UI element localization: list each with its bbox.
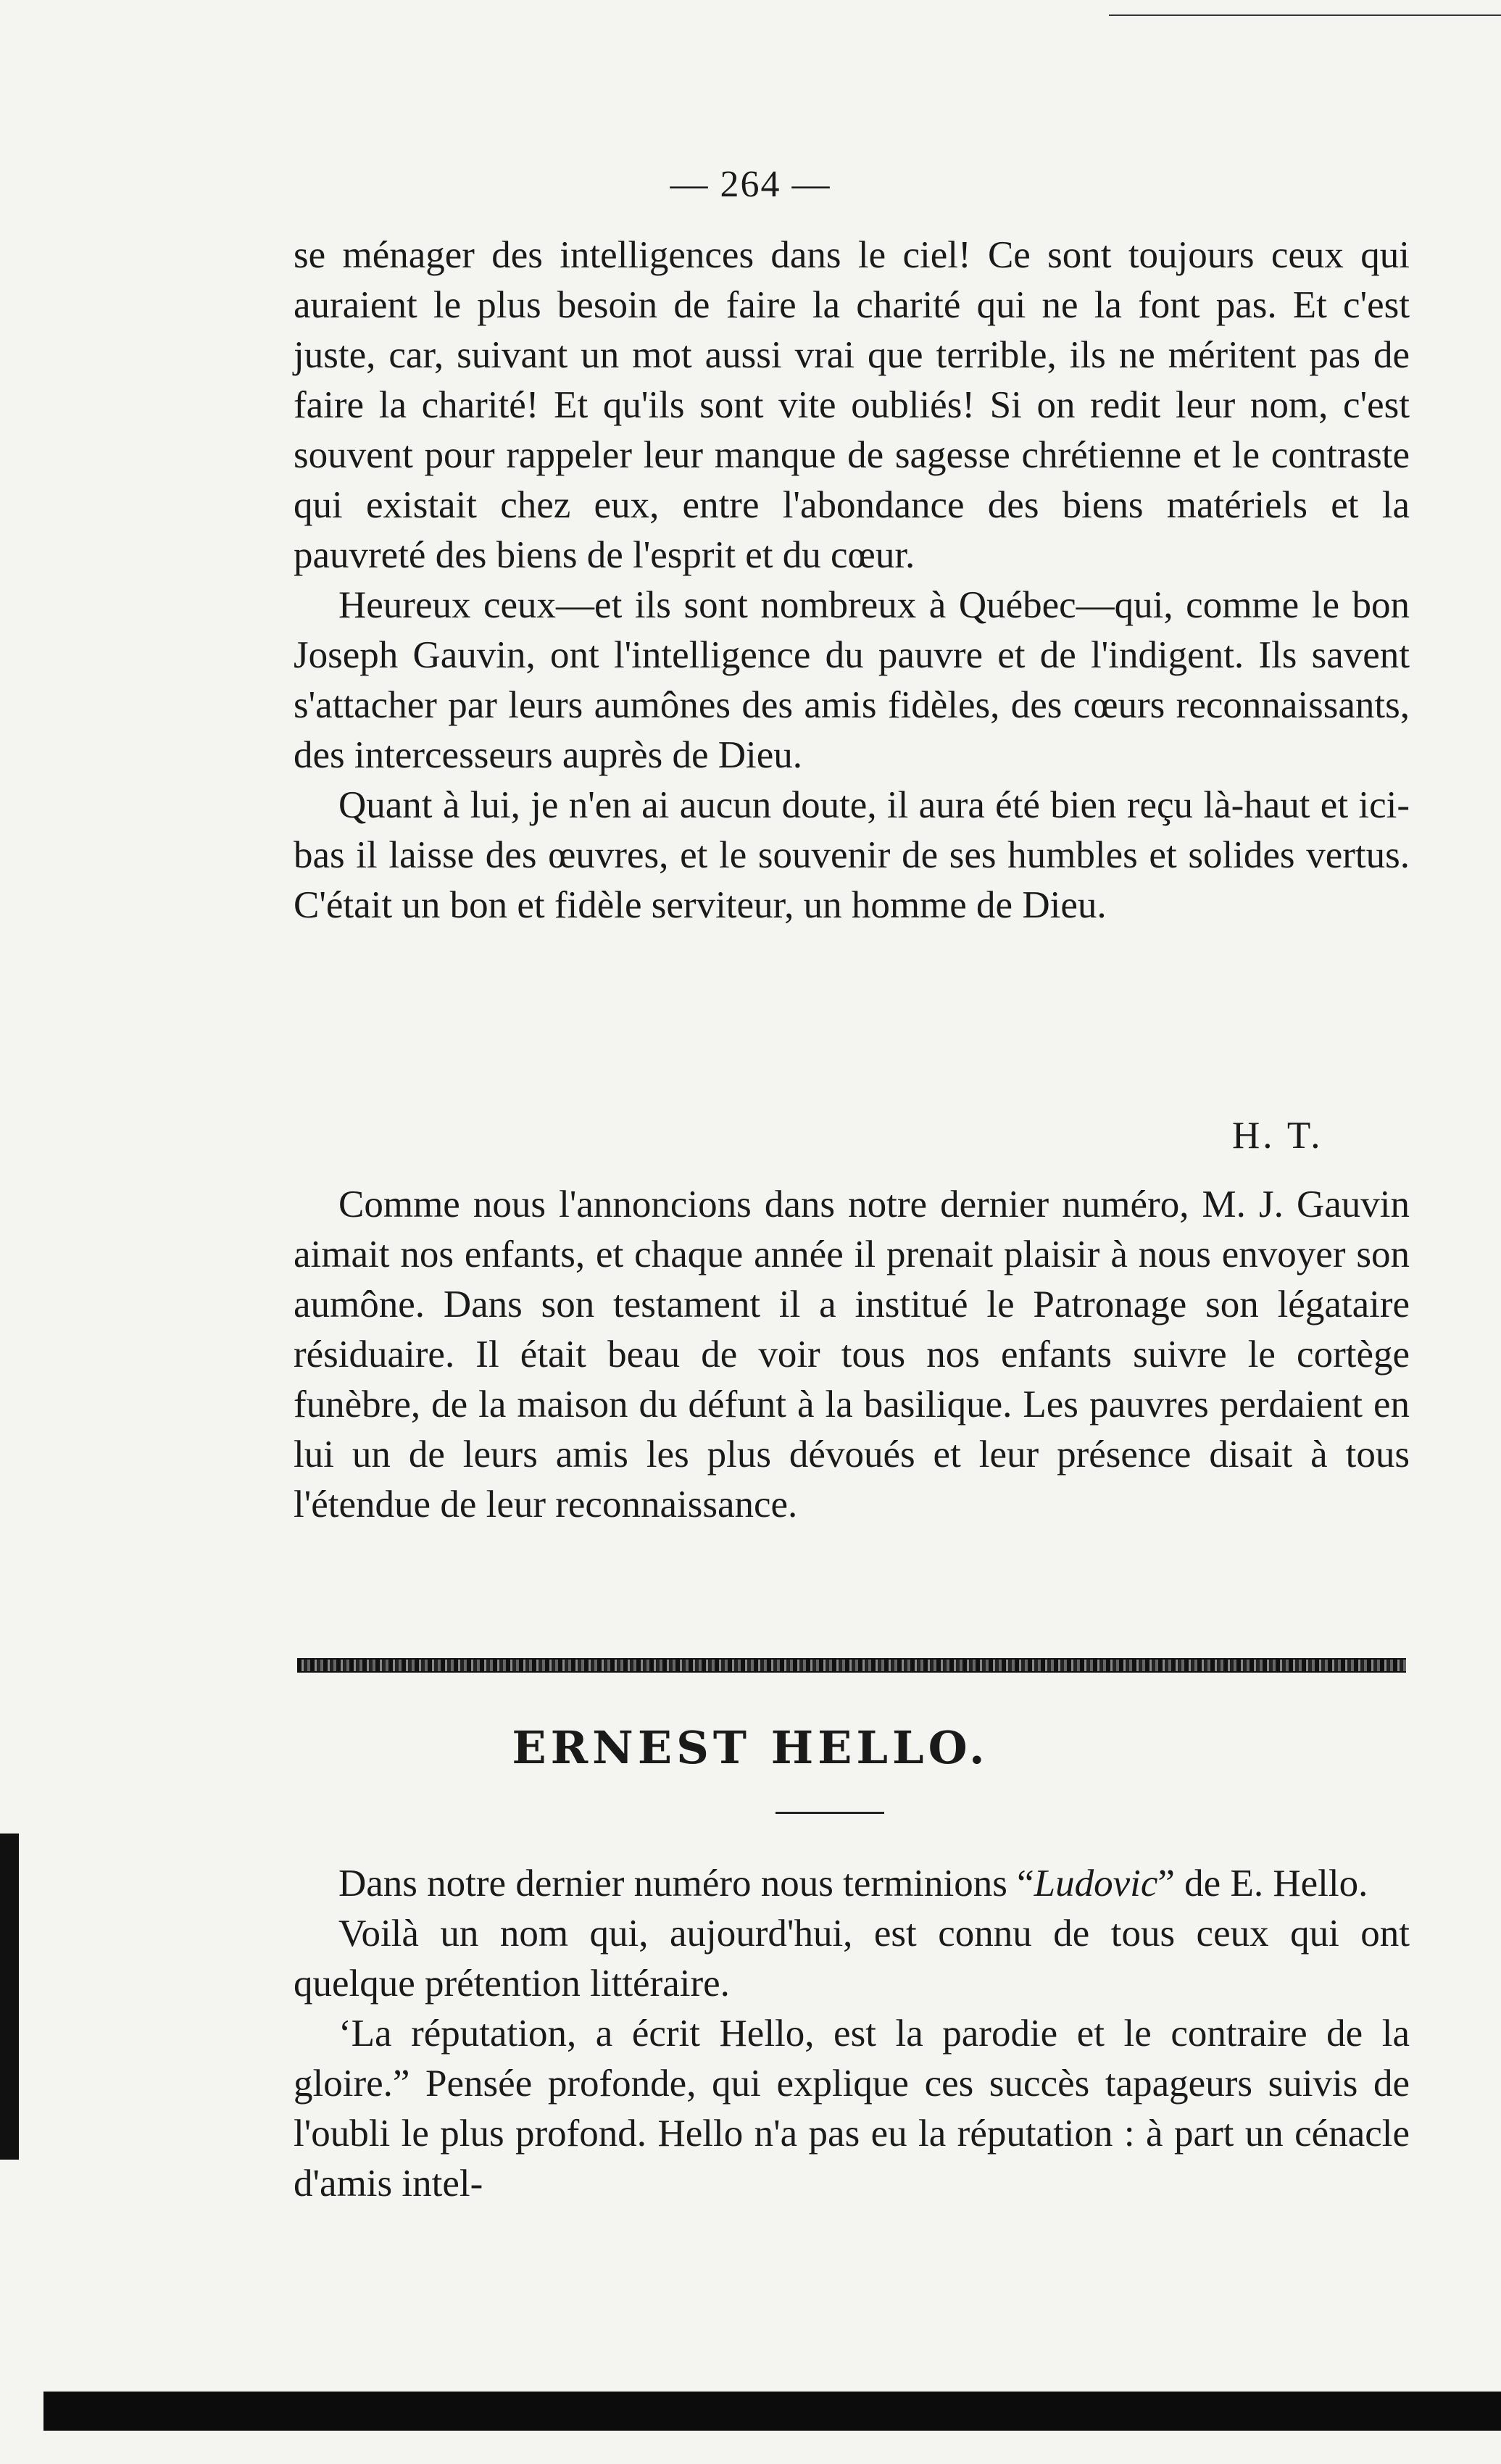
obituary-text: [294, 230, 1410, 931]
book-title: Ludovic: [1034, 1862, 1158, 1905]
text-run: ” de E. Hello.: [1157, 1862, 1368, 1905]
paragraph: ‘La réputation, a écrit Hello, est la parodie et le contraire de la gloire.” Pensée profonde, qui explique ces succès tapageurs suivis de l'oubli le plus profond. Hello n'a pas eu la réputation : à part un cénacle d'amis intel-: [294, 2013, 1410, 2205]
hello-article-text: [294, 1859, 1410, 2209]
paragraph: [294, 1859, 1410, 1909]
text-run: Dans notre dernier numéro nous terminions “: [338, 1862, 1034, 1905]
paragraph: se ménager des intelligences dans le ciel! Ce sont toujours ceux qui auraient le plus besoin de faire la charité qui ne la font pas. Et c'est juste, car, suivant un mot aussi vrai que terrible, ils ne méritent pas de faire la charité! Et qu'ils sont vite oubliés! Si on redit leur nom, c'est souvent pour rappeler leur manque de sagesse chrétienne et le contraste qui existait chez eux, entre l'abondance des biens matériels et la pauvreté des biens de l'esprit et du cœur.: [294, 234, 1410, 576]
title-underline: [776, 1812, 884, 1814]
ornamental-divider: [297, 1658, 1406, 1673]
section-title: ERNEST HELLO.: [512, 1721, 989, 1774]
paragraph: Comme nous l'annoncions dans notre dernier numéro, M. J. Gauvin aimait nos enfants, et chaque année il prenait plaisir à nous envoyer son aumône. Dans son testament il a institué le Patronage son légataire résiduaire. Il était beau de voir tous nos enfants suivre le cortège funèbre, de la maison du défunt à la basilique. Les pauvres perdaient en lui un de leurs amis les plus dévoués et leur présence disait à tous l'étendue de leur reconnaissance.: [294, 1183, 1410, 1526]
top-edge-rule: [1109, 14, 1501, 16]
page-number: — 264 —: [670, 164, 831, 205]
bottom-scan-bar: [43, 2392, 1501, 2431]
paragraph: Heureux ceux—et ils sont nombreux à Québec—qui, comme le bon Joseph Gauvin, ont l'intelligence du pauvre et de l'indigent. Ils savent s'attacher par leurs aumônes des amis fidèles, des cœurs reconnaissants, des intercesseurs auprès de Dieu.: [294, 584, 1410, 776]
signature: H. T.: [1232, 1115, 1323, 1157]
paragraph: Voilà un nom qui, aujourd'hui, est connu de tous ceux qui ont quelque prétention littéraire.: [294, 1912, 1410, 2005]
patronage-notice: [294, 1180, 1410, 1530]
left-binding-shadow: [0, 1834, 19, 2160]
paragraph: Quant à lui, je n'en ai aucun doute, il aura été bien reçu là-haut et ici-bas il laisse des œuvres, et le souvenir de ses humbles et solides vertus. C'était un bon et fidèle serviteur, un homme de Dieu.: [294, 784, 1410, 926]
